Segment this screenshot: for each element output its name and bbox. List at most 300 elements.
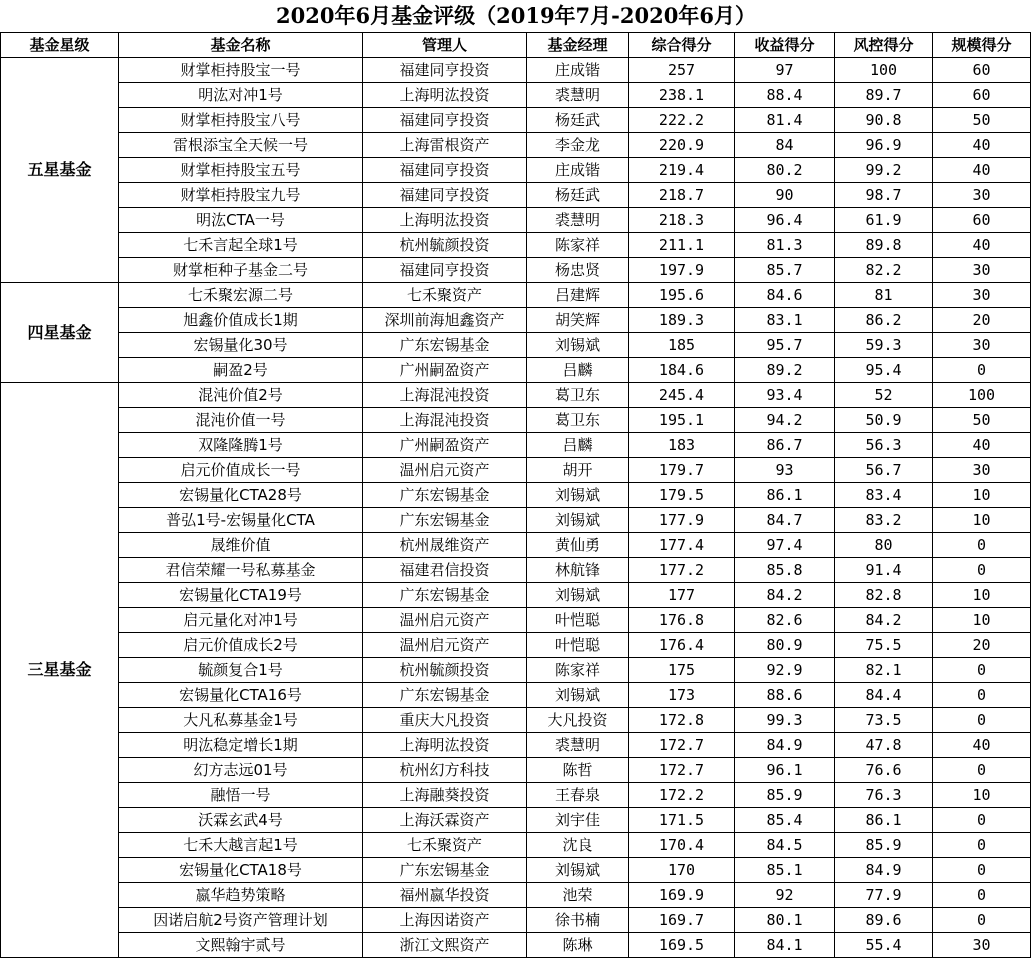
fund-name-cell: 融悟一号	[119, 783, 363, 808]
table-row	[1, 408, 1031, 433]
scale-score-cell: 0	[933, 908, 1031, 933]
scale-score-cell: 0	[933, 558, 1031, 583]
risk-score-cell: 76.3	[835, 783, 933, 808]
return-score-cell: 96.1	[735, 758, 835, 783]
table-row	[1, 258, 1031, 283]
return-score-cell: 80.1	[735, 908, 835, 933]
table-row	[1, 158, 1031, 183]
return-score-cell: 85.1	[735, 858, 835, 883]
fund-manager-cell: 叶恺聪	[527, 633, 629, 658]
table-row	[1, 83, 1031, 108]
total-score-cell: 172.2	[629, 783, 735, 808]
tier-label: 四星基金	[1, 283, 119, 383]
scale-score-cell: 10	[933, 608, 1031, 633]
risk-score-cell: 85.9	[835, 833, 933, 858]
scale-score-cell: 50	[933, 408, 1031, 433]
table-row	[1, 308, 1031, 333]
table-row	[1, 908, 1031, 933]
total-score-cell: 183	[629, 433, 735, 458]
total-score-cell: 184.6	[629, 358, 735, 383]
risk-score-cell: 89.8	[835, 233, 933, 258]
table-row	[1, 883, 1031, 908]
scale-score-cell: 0	[933, 533, 1031, 558]
manager-cell: 上海明汯投资	[363, 83, 527, 108]
header-fund-manager: 基金经理	[527, 33, 629, 58]
manager-cell: 广东宏锡基金	[363, 483, 527, 508]
scale-score-cell: 10	[933, 583, 1031, 608]
fund-name-cell: 明汯CTA一号	[119, 208, 363, 233]
return-score-cell: 88.6	[735, 683, 835, 708]
fund-manager-cell: 刘锡斌	[527, 583, 629, 608]
risk-score-cell: 47.8	[835, 733, 933, 758]
total-score-cell: 218.3	[629, 208, 735, 233]
fund-name-cell: 双隆隆腾1号	[119, 433, 363, 458]
table-row	[1, 758, 1031, 783]
total-score-cell: 179.5	[629, 483, 735, 508]
fund-rating-table	[0, 32, 1031, 958]
fund-manager-cell: 刘锡斌	[527, 858, 629, 883]
return-score-cell: 84.6	[735, 283, 835, 308]
manager-cell: 深圳前海旭鑫资产	[363, 308, 527, 333]
table-row	[1, 483, 1031, 508]
fund-name-cell: 大凡私募基金1号	[119, 708, 363, 733]
fund-manager-cell: 庄成锴	[527, 58, 629, 83]
fund-manager-cell: 裘慧明	[527, 733, 629, 758]
table-row	[1, 733, 1031, 758]
fund-manager-cell: 王春泉	[527, 783, 629, 808]
table-row	[1, 808, 1031, 833]
scale-score-cell: 30	[933, 258, 1031, 283]
manager-cell: 杭州毓颜投资	[363, 233, 527, 258]
return-score-cell: 84.2	[735, 583, 835, 608]
manager-cell: 广东宏锡基金	[363, 858, 527, 883]
fund-name-cell: 旭鑫价值成长1期	[119, 308, 363, 333]
fund-manager-cell: 沈良	[527, 833, 629, 858]
risk-score-cell: 86.1	[835, 808, 933, 833]
risk-score-cell: 80	[835, 533, 933, 558]
fund-name-cell: 财掌柜持股宝五号	[119, 158, 363, 183]
manager-cell: 温州启元资产	[363, 608, 527, 633]
risk-score-cell: 83.4	[835, 483, 933, 508]
return-score-cell: 80.9	[735, 633, 835, 658]
total-score-cell: 169.5	[629, 933, 735, 958]
manager-cell: 福建同亨投资	[363, 58, 527, 83]
scale-score-cell: 40	[933, 133, 1031, 158]
scale-score-cell: 20	[933, 308, 1031, 333]
return-score-cell: 85.7	[735, 258, 835, 283]
fund-name-cell: 七禾聚宏源二号	[119, 283, 363, 308]
scale-score-cell: 0	[933, 883, 1031, 908]
scale-score-cell: 0	[933, 858, 1031, 883]
risk-score-cell: 82.2	[835, 258, 933, 283]
risk-score-cell: 59.3	[835, 333, 933, 358]
risk-score-cell: 96.9	[835, 133, 933, 158]
scale-score-cell: 0	[933, 833, 1031, 858]
manager-cell: 七禾聚资产	[363, 283, 527, 308]
manager-cell: 福建君信投资	[363, 558, 527, 583]
total-score-cell: 177	[629, 583, 735, 608]
scale-score-cell: 30	[933, 933, 1031, 958]
fund-manager-cell: 庄成锴	[527, 158, 629, 183]
total-score-cell: 177.9	[629, 508, 735, 533]
fund-name-cell: 毓颜复合1号	[119, 658, 363, 683]
manager-cell: 上海混沌投资	[363, 408, 527, 433]
risk-score-cell: 100	[835, 58, 933, 83]
scale-score-cell: 60	[933, 208, 1031, 233]
fund-manager-cell: 杨忠贤	[527, 258, 629, 283]
manager-cell: 广东宏锡基金	[363, 583, 527, 608]
manager-cell: 上海明汯投资	[363, 733, 527, 758]
return-score-cell: 97	[735, 58, 835, 83]
manager-cell: 福建同亨投资	[363, 158, 527, 183]
table-row	[1, 708, 1031, 733]
return-score-cell: 94.2	[735, 408, 835, 433]
manager-cell: 广州嗣盈资产	[363, 358, 527, 383]
sheet-title: 2020年6月基金评级（2019年7月-2020年6月）	[276, 3, 756, 28]
fund-manager-cell: 杨廷武	[527, 108, 629, 133]
manager-cell: 福建同亨投资	[363, 108, 527, 133]
total-score-cell: 173	[629, 683, 735, 708]
return-score-cell: 89.2	[735, 358, 835, 383]
return-score-cell: 84.1	[735, 933, 835, 958]
risk-score-cell: 77.9	[835, 883, 933, 908]
manager-cell: 广东宏锡基金	[363, 333, 527, 358]
fund-name-cell: 混沌价值一号	[119, 408, 363, 433]
risk-score-cell: 98.7	[835, 183, 933, 208]
risk-score-cell: 56.3	[835, 433, 933, 458]
return-score-cell: 88.4	[735, 83, 835, 108]
manager-cell: 浙江文熙资产	[363, 933, 527, 958]
fund-manager-cell: 叶恺聪	[527, 608, 629, 633]
return-score-cell: 81.3	[735, 233, 835, 258]
fund-name-cell: 宏锡量化30号	[119, 333, 363, 358]
table-row	[1, 208, 1031, 233]
scale-score-cell: 0	[933, 808, 1031, 833]
fund-manager-cell: 吕麟	[527, 358, 629, 383]
table-row	[1, 58, 1031, 83]
total-score-cell: 189.3	[629, 308, 735, 333]
return-score-cell: 93.4	[735, 383, 835, 408]
fund-name-cell: 嬴华趋势策略	[119, 883, 363, 908]
fund-manager-cell: 刘锡斌	[527, 683, 629, 708]
return-score-cell: 84.5	[735, 833, 835, 858]
fund-manager-cell: 胡开	[527, 458, 629, 483]
fund-manager-cell: 吕建辉	[527, 283, 629, 308]
scale-score-cell: 0	[933, 683, 1031, 708]
fund-manager-cell: 陈家祥	[527, 658, 629, 683]
scale-score-cell: 30	[933, 283, 1031, 308]
risk-score-cell: 84.2	[835, 608, 933, 633]
total-score-cell: 172.8	[629, 708, 735, 733]
table-row	[1, 233, 1031, 258]
return-score-cell: 99.3	[735, 708, 835, 733]
return-score-cell: 86.7	[735, 433, 835, 458]
manager-cell: 福州嬴华投资	[363, 883, 527, 908]
return-score-cell: 82.6	[735, 608, 835, 633]
risk-score-cell: 83.2	[835, 508, 933, 533]
risk-score-cell: 82.1	[835, 658, 933, 683]
scale-score-cell: 10	[933, 483, 1031, 508]
manager-cell: 温州启元资产	[363, 458, 527, 483]
table-row	[1, 458, 1031, 483]
manager-cell: 七禾聚资产	[363, 833, 527, 858]
risk-score-cell: 73.5	[835, 708, 933, 733]
total-score-cell: 219.4	[629, 158, 735, 183]
manager-cell: 上海因诺资产	[363, 908, 527, 933]
return-score-cell: 85.8	[735, 558, 835, 583]
table-row	[1, 558, 1031, 583]
total-score-cell: 176.4	[629, 633, 735, 658]
fund-name-cell: 财掌柜持股宝九号	[119, 183, 363, 208]
fund-manager-cell: 杨廷武	[527, 183, 629, 208]
scale-score-cell: 30	[933, 183, 1031, 208]
scale-score-cell: 20	[933, 633, 1031, 658]
risk-score-cell: 52	[835, 383, 933, 408]
fund-manager-cell: 葛卫东	[527, 408, 629, 433]
fund-name-cell: 晟维价值	[119, 533, 363, 558]
risk-score-cell: 55.4	[835, 933, 933, 958]
fund-name-cell: 文熙翰宇贰号	[119, 933, 363, 958]
manager-cell: 重庆大凡投资	[363, 708, 527, 733]
total-score-cell: 172.7	[629, 733, 735, 758]
manager-cell: 温州启元资产	[363, 633, 527, 658]
fund-manager-cell: 陈家祥	[527, 233, 629, 258]
return-score-cell: 95.7	[735, 333, 835, 358]
return-score-cell: 85.9	[735, 783, 835, 808]
fund-name-cell: 混沌价值2号	[119, 383, 363, 408]
risk-score-cell: 90.8	[835, 108, 933, 133]
fund-manager-cell: 刘锡斌	[527, 508, 629, 533]
risk-score-cell: 76.6	[835, 758, 933, 783]
manager-cell: 杭州晟维资产	[363, 533, 527, 558]
total-score-cell: 197.9	[629, 258, 735, 283]
total-score-cell: 171.5	[629, 808, 735, 833]
risk-score-cell: 99.2	[835, 158, 933, 183]
manager-cell: 上海明汯投资	[363, 208, 527, 233]
fund-name-cell: 宏锡量化CTA28号	[119, 483, 363, 508]
fund-name-cell: 七禾大越言起1号	[119, 833, 363, 858]
fund-name-cell: 普弘1号-宏锡量化CTA	[119, 508, 363, 533]
scale-score-cell: 0	[933, 658, 1031, 683]
fund-manager-cell: 刘锡斌	[527, 483, 629, 508]
manager-cell: 广东宏锡基金	[363, 683, 527, 708]
risk-score-cell: 75.5	[835, 633, 933, 658]
total-score-cell: 218.7	[629, 183, 735, 208]
fund-manager-cell: 吕麟	[527, 433, 629, 458]
total-score-cell: 177.2	[629, 558, 735, 583]
fund-manager-cell: 李金龙	[527, 133, 629, 158]
table-row	[1, 583, 1031, 608]
risk-score-cell: 56.7	[835, 458, 933, 483]
return-score-cell: 96.4	[735, 208, 835, 233]
return-score-cell: 80.2	[735, 158, 835, 183]
table-row	[1, 108, 1031, 133]
fund-name-cell: 嗣盈2号	[119, 358, 363, 383]
total-score-cell: 257	[629, 58, 735, 83]
fund-manager-cell: 大凡投资	[527, 708, 629, 733]
fund-manager-cell: 陈哲	[527, 758, 629, 783]
total-score-cell: 170	[629, 858, 735, 883]
fund-manager-cell: 裘慧明	[527, 83, 629, 108]
header-return-score: 收益得分	[735, 33, 835, 58]
risk-score-cell: 82.8	[835, 583, 933, 608]
fund-name-cell: 沃霖玄武4号	[119, 808, 363, 833]
risk-score-cell: 91.4	[835, 558, 933, 583]
fund-manager-cell: 刘宇佳	[527, 808, 629, 833]
manager-cell: 广州嗣盈资产	[363, 433, 527, 458]
scale-score-cell: 40	[933, 733, 1031, 758]
risk-score-cell: 61.9	[835, 208, 933, 233]
table-row	[1, 433, 1031, 458]
return-score-cell: 86.1	[735, 483, 835, 508]
fund-name-cell: 财掌柜持股宝一号	[119, 58, 363, 83]
risk-score-cell: 89.6	[835, 908, 933, 933]
manager-cell: 杭州毓颜投资	[363, 658, 527, 683]
header-manager: 管理人	[363, 33, 527, 58]
table-row	[1, 683, 1031, 708]
manager-cell: 上海混沌投资	[363, 383, 527, 408]
fund-manager-cell: 裘慧明	[527, 208, 629, 233]
total-score-cell: 170.4	[629, 833, 735, 858]
manager-cell: 上海沃霖资产	[363, 808, 527, 833]
risk-score-cell: 81	[835, 283, 933, 308]
header-row	[1, 33, 1031, 58]
table-row	[1, 333, 1031, 358]
fund-manager-cell: 池荣	[527, 883, 629, 908]
fund-name-cell: 明汯稳定增长1期	[119, 733, 363, 758]
table-row	[1, 283, 1031, 308]
total-score-cell: 211.1	[629, 233, 735, 258]
fund-name-cell: 启元价值成长一号	[119, 458, 363, 483]
fund-manager-cell: 徐书楠	[527, 908, 629, 933]
total-score-cell: 245.4	[629, 383, 735, 408]
risk-score-cell: 89.7	[835, 83, 933, 108]
table-body	[1, 58, 1031, 958]
header-tier: 基金星级	[1, 33, 119, 58]
header-total-score: 综合得分	[629, 33, 735, 58]
scale-score-cell: 60	[933, 83, 1031, 108]
fund-name-cell: 雷根添宝全天候一号	[119, 133, 363, 158]
return-score-cell: 84.7	[735, 508, 835, 533]
total-score-cell: 195.1	[629, 408, 735, 433]
scale-score-cell: 50	[933, 108, 1031, 133]
table-row	[1, 933, 1031, 958]
table-row	[1, 183, 1031, 208]
scale-score-cell: 40	[933, 233, 1031, 258]
manager-cell: 杭州幻方科技	[363, 758, 527, 783]
table-row	[1, 858, 1031, 883]
risk-score-cell: 84.9	[835, 858, 933, 883]
fund-name-cell: 财掌柜持股宝八号	[119, 108, 363, 133]
table-row	[1, 608, 1031, 633]
fund-name-cell: 宏锡量化CTA16号	[119, 683, 363, 708]
table-row	[1, 533, 1031, 558]
fund-name-cell: 明汯对冲1号	[119, 83, 363, 108]
fund-name-cell: 宏锡量化CTA19号	[119, 583, 363, 608]
fund-manager-cell: 黄仙勇	[527, 533, 629, 558]
fund-name-cell: 七禾言起全球1号	[119, 233, 363, 258]
risk-score-cell: 50.9	[835, 408, 933, 433]
return-score-cell: 83.1	[735, 308, 835, 333]
table-row	[1, 658, 1031, 683]
return-score-cell: 84.9	[735, 733, 835, 758]
return-score-cell: 90	[735, 183, 835, 208]
manager-cell: 广东宏锡基金	[363, 508, 527, 533]
scale-score-cell: 60	[933, 58, 1031, 83]
return-score-cell: 92	[735, 883, 835, 908]
scale-score-cell: 10	[933, 783, 1031, 808]
fund-name-cell: 启元价值成长2号	[119, 633, 363, 658]
scale-score-cell: 0	[933, 758, 1031, 783]
risk-score-cell: 86.2	[835, 308, 933, 333]
fund-name-cell: 因诺启航2号资产管理计划	[119, 908, 363, 933]
risk-score-cell: 84.4	[835, 683, 933, 708]
total-score-cell: 169.9	[629, 883, 735, 908]
table-row	[1, 833, 1031, 858]
scale-score-cell: 0	[933, 708, 1031, 733]
total-score-cell: 176.8	[629, 608, 735, 633]
table-header	[1, 33, 1031, 58]
total-score-cell: 172.7	[629, 758, 735, 783]
return-score-cell: 92.9	[735, 658, 835, 683]
total-score-cell: 222.2	[629, 108, 735, 133]
table-row	[1, 508, 1031, 533]
header-risk-score: 风控得分	[835, 33, 933, 58]
fund-manager-cell: 陈琳	[527, 933, 629, 958]
tier-label: 五星基金	[1, 58, 119, 283]
scale-score-cell: 40	[933, 433, 1031, 458]
manager-cell: 福建同亨投资	[363, 258, 527, 283]
table-row	[1, 383, 1031, 408]
header-scale-score: 规模得分	[933, 33, 1031, 58]
total-score-cell: 185	[629, 333, 735, 358]
scale-score-cell: 30	[933, 458, 1031, 483]
manager-cell: 上海雷根资产	[363, 133, 527, 158]
fund-manager-cell: 胡笑辉	[527, 308, 629, 333]
return-score-cell: 84	[735, 133, 835, 158]
fund-manager-cell: 葛卫东	[527, 383, 629, 408]
total-score-cell: 195.6	[629, 283, 735, 308]
header-fund-name: 基金名称	[119, 33, 363, 58]
fund-name-cell: 启元量化对冲1号	[119, 608, 363, 633]
tier-label: 三星基金	[1, 383, 119, 958]
return-score-cell: 85.4	[735, 808, 835, 833]
total-score-cell: 220.9	[629, 133, 735, 158]
fund-manager-cell: 刘锡斌	[527, 333, 629, 358]
return-score-cell: 93	[735, 458, 835, 483]
fund-name-cell: 宏锡量化CTA18号	[119, 858, 363, 883]
total-score-cell: 175	[629, 658, 735, 683]
table-row	[1, 133, 1031, 158]
fund-name-cell: 君信荣耀一号私募基金	[119, 558, 363, 583]
total-score-cell: 179.7	[629, 458, 735, 483]
scale-score-cell: 40	[933, 158, 1031, 183]
total-score-cell: 177.4	[629, 533, 735, 558]
table-row	[1, 358, 1031, 383]
manager-cell: 上海融葵投资	[363, 783, 527, 808]
scale-score-cell: 100	[933, 383, 1031, 408]
return-score-cell: 81.4	[735, 108, 835, 133]
scale-score-cell: 10	[933, 508, 1031, 533]
table-row	[1, 783, 1031, 808]
total-score-cell: 169.7	[629, 908, 735, 933]
total-score-cell: 238.1	[629, 83, 735, 108]
scale-score-cell: 30	[933, 333, 1031, 358]
fund-manager-cell: 林航锋	[527, 558, 629, 583]
table-row	[1, 633, 1031, 658]
fund-name-cell: 幻方志远01号	[119, 758, 363, 783]
scale-score-cell: 0	[933, 358, 1031, 383]
